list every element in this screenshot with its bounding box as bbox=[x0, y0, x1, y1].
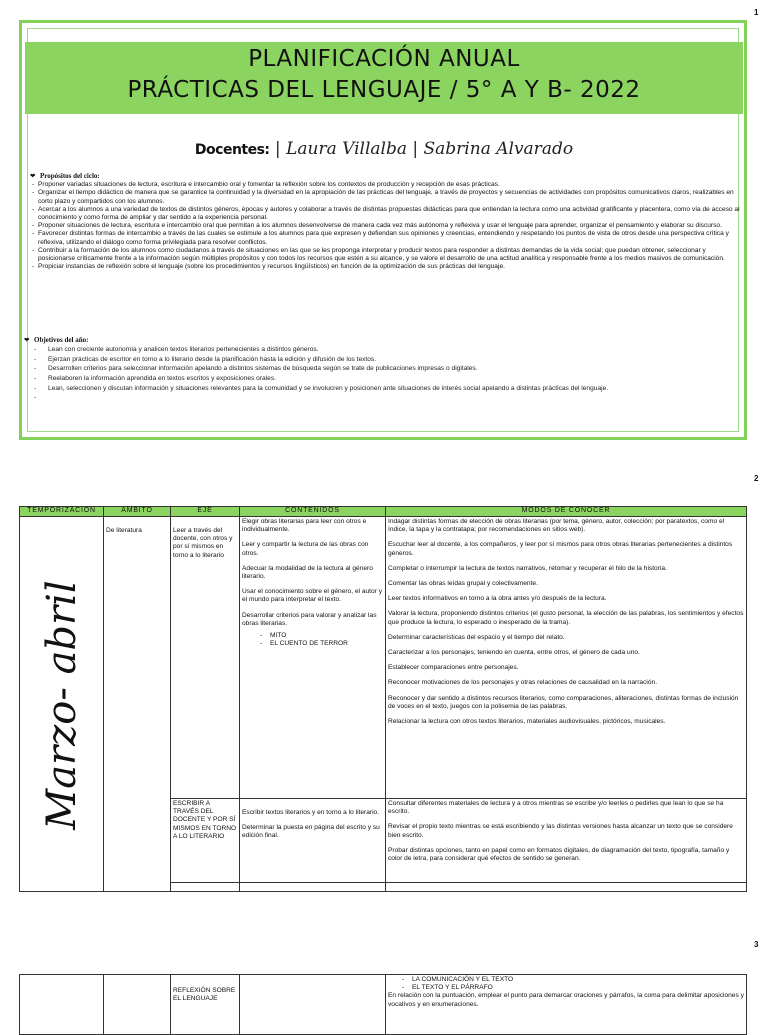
header-temporizacion: TEMPORIZACION bbox=[20, 507, 104, 517]
modo-item: Escuchar leer al docente, a los compañeros, y leer por sí mismos para otros obras literarias pertenecientes a distintos géneros. bbox=[388, 541, 733, 557]
page-number: 3 bbox=[754, 940, 759, 949]
contenidos-cell bbox=[240, 799, 386, 883]
contenido-item: Usar el conocimiento sobre el género, el autor y el mundo para interpretar el texto. bbox=[242, 588, 383, 604]
modo-item: Relacionar la lectura con otros textos literarios, materiales audiovisuales, pictóricos, musicales. bbox=[388, 718, 666, 726]
empty-cell bbox=[20, 975, 104, 1035]
docentes-line bbox=[0, 138, 768, 159]
objetivo-item: - Lean con creciente autonomía y analicen textos literarios pertenecientes a distintos géneros. bbox=[34, 345, 736, 355]
eje-cell: REFLEXIÓN SOBRE EL LENGUAJE bbox=[171, 975, 240, 1035]
contenido-item: Determinar la puesta en página del escrito y su edición final. bbox=[242, 824, 380, 840]
modo-item: Completar o interrumpir la lectura de textos narrativos, retomar y recuperar el hilo de la historia. bbox=[388, 564, 667, 572]
title-banner bbox=[25, 42, 743, 114]
objetivo-item: - Lean, seleccionen y discutan información y situaciones relevantes para la comunidad y se involucren y posicionen ante situaciones de interés social apelando a distintas prácticas del lenguaje. bbox=[34, 384, 736, 394]
header-eje: EJE bbox=[171, 507, 240, 517]
empty-cell bbox=[104, 975, 171, 1035]
page-subtitle: PRÁCTICAS DEL LENGUAJE / 5° A Y B- 2022 bbox=[127, 77, 641, 103]
eje-cell: ESCRIBIR A TRAVÉS DEL DOCENTE Y POR SÍ MISMOS EN TORNO A LO LITERARIO bbox=[171, 799, 240, 883]
ambito-cell: De literatura bbox=[104, 517, 171, 892]
modo-subitem: - LA COMUNICACIÓN Y EL TEXTO bbox=[402, 976, 744, 984]
temporizacion-cell bbox=[20, 517, 104, 892]
temporizacion-label: Marzo- abril bbox=[38, 580, 85, 830]
header-modos: MODOS DE CONOCER bbox=[386, 507, 747, 517]
contenido-item: Elegir obras literarias para leer con otros e individualmente. bbox=[242, 518, 367, 534]
objetivo-item: - Ejerzan prácticas de escritor en torno a lo literario desde la planificación hasta la edición y difusión de los textos. bbox=[34, 355, 736, 365]
modo-item: Establecer comparaciones entre personajes. bbox=[388, 664, 519, 672]
empty-cell bbox=[240, 883, 386, 892]
objetivos-section bbox=[24, 336, 736, 393]
modos-cell bbox=[386, 975, 747, 1035]
contenido-subitem: - MITO bbox=[260, 632, 383, 640]
modos-cell bbox=[386, 799, 747, 883]
modo-subitem: - EL TEXTO Y EL PÁRRAFO bbox=[402, 984, 744, 992]
contenido-subitem: - EL CUENTO DE TERROR bbox=[260, 640, 383, 648]
contenido-item: Escribir textos literarios y en torno a lo literario. bbox=[242, 809, 380, 816]
modo-item: Reconocer motivaciones de los personajes y otras relaciones de causalidad en la narración. bbox=[388, 679, 658, 687]
page-number: 2 bbox=[754, 474, 759, 483]
proposito-item: - Proponer situaciones de lectura, escritura e intercambio oral que permitan a los alumnos desenvolverse de manera cada vez más autónoma y reflexiva y usar el lenguaje para aprender, organizar el pensamiento y elaborar su discurso. bbox=[30, 222, 742, 230]
propositos-section bbox=[30, 172, 742, 271]
planning-table-continued bbox=[19, 974, 747, 1035]
modos-cell bbox=[386, 517, 747, 799]
modo-item: Valorar la lectura, proponiendo distintos criterios (el gusto personal, la elección de las palabras, los sentimientos y efectos que produce la lectura, lo esperado o inesperado de la trama). bbox=[388, 610, 744, 626]
modo-item: En relación con la puntuación, emplear el punto para demarcar oraciones y párrafos, la coma para delimitar aposiciones y vocativos y en enumeraciones. bbox=[388, 992, 744, 1008]
objetivos-heading: Objetivos del año: bbox=[34, 336, 89, 344]
proposito-item: - Organizar el tiempo didáctico de manera que se garantice la continuidad y la diversidad en la apropiación de las prácticas del lenguaje, a través de proyectos y secuencias de actividades con propósitos comunicativos claros, realizables en corto plazo y compartidos con los alumnos. bbox=[30, 189, 742, 205]
objetivo-item: - Desarrollen criterios para seleccionar información apelando a distintos sistemas de búsqueda según se trate de publicaciones impresas o digitales. bbox=[34, 364, 736, 374]
eje-cell: Leer a través del docente, con otros y por sí mismos en torno a lo literario bbox=[171, 517, 240, 799]
modo-item: Reconocer y dar sentido a distintos recursos literarios, como comparaciones, aliteraciones, distintas formas de inclusión de voces en el texto, juegos con la polisemia de las palabras. bbox=[388, 694, 739, 710]
contenido-item: Desarrollar criterios para valorar y analizar las obras literarias. bbox=[242, 611, 377, 627]
proposito-item: - Contribuir a la formación de los alumnos como ciudadanos a través de situaciones en las que se les proponga interpretar y producir textos para responder a distintas demandas de la vida social; que puedan obtener, seleccionar y posicionarse críticamente frente a la información según múltiples propósitos y con todos los recursos que estén a su alcance, y se valore el desarrollo de una actitud analítica y responsable frente a los medios masivos de comunicación. bbox=[30, 247, 742, 263]
contenido-item: Adecuar la modalidad de la lectura al género literario. bbox=[242, 564, 373, 581]
proposito-item: - Propiciar instancias de reflexión sobre el lenguaje (sobre los procedimientos y recursos lingüísticos) en función de la optimización de sus prácticas del lenguaje. bbox=[30, 263, 742, 271]
heart-bullet-icon: ❤ bbox=[24, 337, 30, 344]
heart-bullet-icon: ❤ bbox=[30, 173, 36, 180]
modo-item: Determinar características del espacio y el tiempo del relato. bbox=[388, 633, 565, 641]
propositos-heading: Propósitos del ciclo: bbox=[40, 172, 100, 180]
proposito-item: - Acercar a los alumnos a una variedad de textos de distintos géneros, épocas y autores y colaborar a través de distintas propuestas didácticas para que entiendan la lectura como una actividad gratificante y placentera, como vía de acceso al conocimiento y como forma de ampliar y dar sentido a la experiencia personal. bbox=[30, 206, 742, 222]
proposito-item: - Proponer variadas situaciones de lectura, escritura e intercambio oral y fomentar la reflexión sobre los contextos de producción y recepción de esas prácticas. bbox=[30, 181, 742, 189]
modo-item: Indagar distintas formas de elección de obras literarias (por tema, género, autor, colección; por paratextos, como el índice, la tapa y la contratapa; por recomendaciones en sitios web). bbox=[388, 518, 725, 534]
proposito-item: - Favorecer distintas formas de intercambio a través de las cuales se estimule a los alumnos para que expresen y defiendan sus opiniones y creencias, entendiendo y respetando los puntos de vista de otros desde una perspectiva crítica y reflexiva, utilizando el diálogo como forma privilegiada para resolver conflictos. bbox=[30, 230, 742, 246]
docentes-label: Docentes: bbox=[194, 142, 270, 158]
modo-item: Caracterizar a los personajes, teniendo en cuenta, entre otros, el género de cada uno. bbox=[388, 649, 640, 657]
contenido-item: Leer y compartir la lectura de las obras con otros. bbox=[242, 541, 369, 557]
docentes-names: | Laura Villalba | Sabrina Alvarado bbox=[269, 139, 574, 159]
modo-item: Consultar diferentes materiales de lectura y a otros mientras se escribe y/o leerles o pedirles que lean lo que se ha escrito. bbox=[388, 800, 724, 816]
empty-cell bbox=[171, 883, 240, 892]
modo-item: Leer textos informativos en torno a la obra antes y/o después de la lectura. bbox=[388, 595, 607, 603]
objetivo-item: - Reelaboren la información aprendida en textos escritos y exposiciones orales. bbox=[34, 374, 736, 384]
contenidos-cell bbox=[240, 517, 386, 799]
modo-item: Revisar el propio texto mientras se está escribiendo y las distintas versiones hasta alcanzar un texto que se considere bien escrito. bbox=[388, 823, 733, 839]
empty-cell bbox=[386, 883, 747, 892]
modo-item: Probar distintas opciones, tanto en papel como en formatos digitales, de diagramación del texto, tipografía, tamaño y color de letra, para considerar qué efectos de sentido se generan. bbox=[388, 846, 730, 863]
page-number: 1 bbox=[754, 8, 759, 17]
header-contenidos: CONTENIDOS bbox=[240, 507, 386, 517]
page-title: PLANIFICACIÓN ANUAL bbox=[248, 46, 520, 72]
header-ambito: AMBITO bbox=[104, 507, 171, 517]
planning-table bbox=[19, 506, 747, 892]
modo-item: Comentar las obras leídas grupal y colectivamente. bbox=[388, 580, 538, 588]
empty-cell bbox=[240, 975, 386, 1035]
